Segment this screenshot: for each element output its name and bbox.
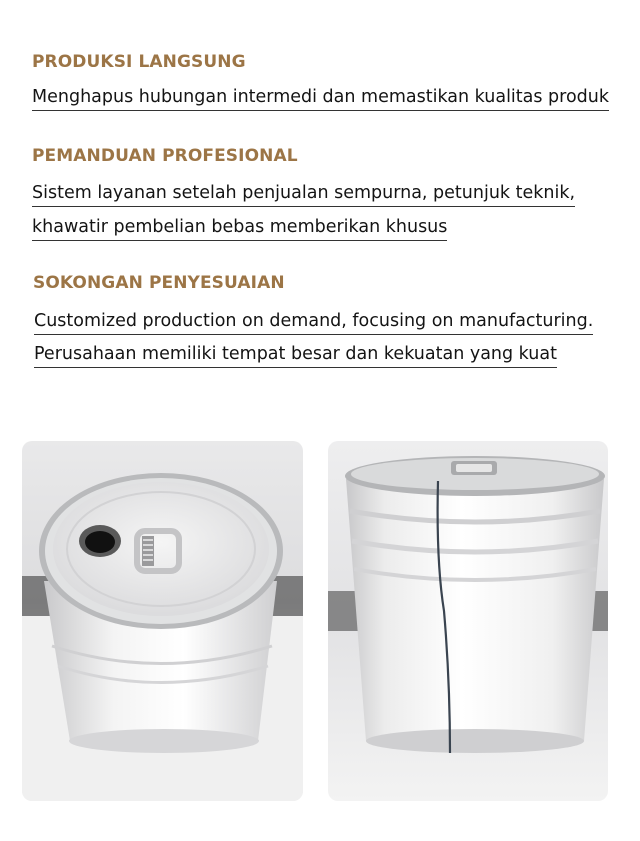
section-text-pemanduan-line-1: Sistem layanan setelah penjualan sempurna, petunjuk teknik, bbox=[32, 181, 575, 207]
section-text-produksi-line-1: Menghapus hubungan intermedi dan memastikan kualitas produk bbox=[32, 85, 609, 111]
product-photo-pail-top bbox=[22, 441, 303, 801]
product-photo-pail-side bbox=[328, 441, 608, 801]
pail-top-illustration bbox=[22, 441, 303, 801]
section-title-produksi: PRODUKSI LANGSUNG bbox=[32, 52, 246, 72]
section-title-sokongan: SOKONGAN PENYESUAIAN bbox=[33, 273, 285, 293]
section-text-pemanduan-line-2: khawatir pembelian bebas memberikan khusus bbox=[32, 215, 447, 241]
section-title-pemanduan: PEMANDUAN PROFESIONAL bbox=[32, 146, 298, 166]
section-text-sokongan-line-1: Customized production on demand, focusing on manufacturing. bbox=[34, 309, 593, 335]
section-text-sokongan-line-2: Perusahaan memiliki tempat besar dan kekuatan yang kuat bbox=[34, 342, 557, 368]
pail-side-illustration bbox=[328, 441, 608, 801]
